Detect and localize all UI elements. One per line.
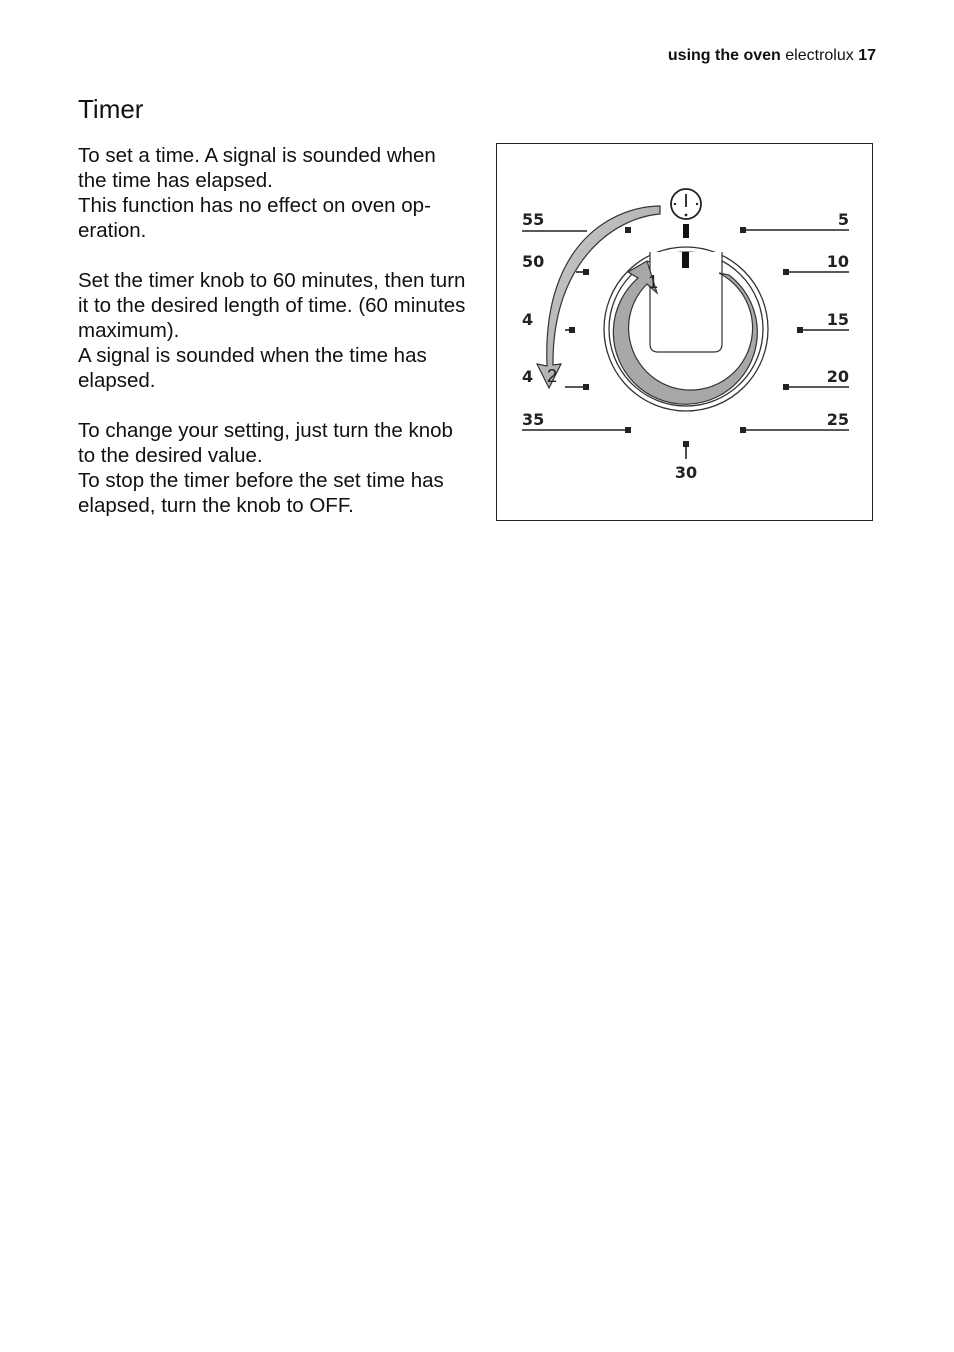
dial-label-15: 15 [826,310,849,329]
mark-50-dot [583,269,589,275]
section-name: using the oven [667,47,781,64]
mark-25-dot [740,427,746,433]
dial-label-45: 4 [522,310,534,329]
mark-55-dot [625,227,631,233]
mark-5-dot [740,227,746,233]
paragraph-line: To set a time. A signal is sounded when the time has elapsed. [78,144,436,192]
page-header [668,47,876,65]
dial-label-40: 4 [522,367,534,386]
dial-label-50: 50 [522,252,545,271]
dial-label-20: 20 [826,367,849,386]
dial-label-5: 5 [837,210,849,229]
timer-knob-figure [496,143,873,521]
paragraph [78,418,468,518]
page-number: 17 [858,47,876,64]
dial-label-30: 30 [674,463,698,482]
dial-label-35: 35 [522,410,545,429]
mark-15-dot [797,327,803,333]
step-1-label: 1 [648,272,659,292]
off-marker [683,224,689,238]
paragraph-line: Set the timer knob to 60 minutes, then turn it to the desired length of time. (60 minutes maximum). [78,269,466,342]
step-2-label: 2 [547,366,558,386]
dial-label-25: 25 [826,410,849,429]
paragraph-line: This function has no effect on oven op-eration. [78,194,431,242]
paragraph [78,268,468,393]
bell-icon [671,189,701,219]
paragraph-line: To change your setting, just turn the knob to the desired value. [78,419,453,467]
paragraph-line: A signal is sounded when the time has elapsed. [78,344,427,392]
mark-20-dot [783,384,789,390]
knob-pointer [682,252,689,268]
brand-name: electrolux [785,47,854,64]
timer-dial-illustration [497,144,874,522]
mark-35-dot [625,427,631,433]
mark-10-dot [783,269,789,275]
mark-40-dot [583,384,589,390]
mark-45-dot [569,327,575,333]
page-title: Timer [78,94,144,124]
dial-label-55: 55 [522,210,545,229]
paragraph [78,143,468,243]
paragraph-line: To stop the timer before the set time has elapsed, turn the knob to OFF. [78,469,444,517]
dial-label-10: 10 [826,252,849,271]
mark-30-dot [683,441,689,447]
body-text [78,143,468,543]
